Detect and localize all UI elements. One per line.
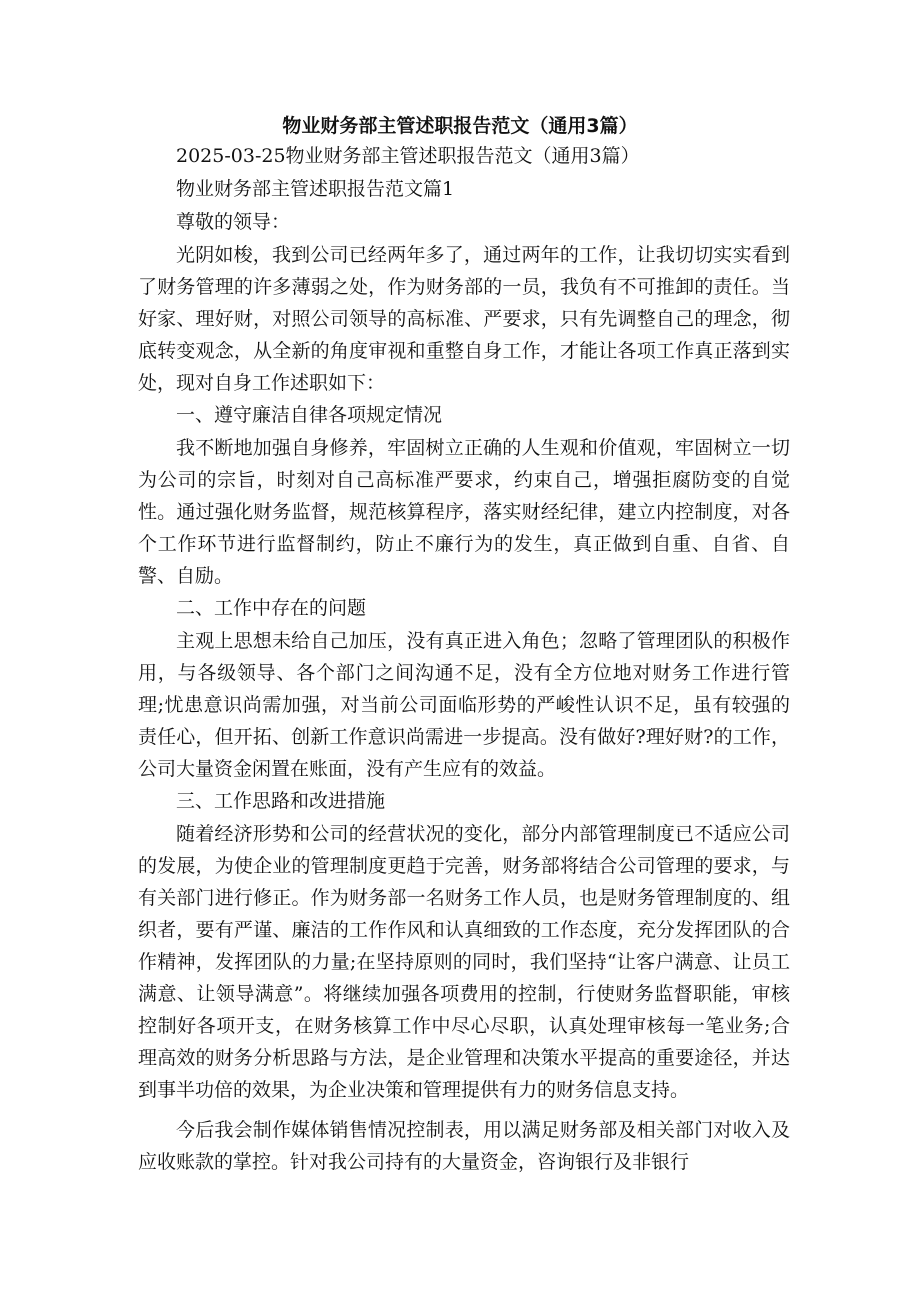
paragraph-intro: 光阴如梭，我到公司已经两年多了，通过两年的工作，让我切切实实看到了财务管理的许多薄弱之处，作为财务部的一员，我负有不可推卸的责任。当好家、理好财，对照公司领导的高标准、严要求，只有先调整自己的理念，彻底转变观念，从全新的角度审视和重整自身工作，才能让各项工作真正落到实处，现对自身工作述职如下：	[138, 244, 790, 394]
paragraph-problems: 主观上思想未给自己加压，没有真正进入角色；忽略了管理团队的积极作用，与各级领导、各个部门之间沟通不足，没有全方位地对财务工作进行管理;忧患意识尚需加强，对当前公司面临形势的严峻性认识不足，虽有较强的责任心，但开拓、创新工作意识尚需进一步提高。没有做好?理好财?的工作，公司大量资金闲置在账面，没有产生应有的效益。	[138, 630, 790, 780]
salutation: 尊敬的领导：	[176, 211, 291, 233]
heading-section-1: 一、遵守廉洁自律各项规定情况	[176, 404, 443, 426]
date-line: 2025-03-25物业财务部主管述职报告范文（通用3篇）	[176, 145, 640, 167]
paragraph-improvements: 随着经济形势和公司的经营状况的变化，部分内部管理制度已不适应公司的发展，为使企业的管理制度更趋于完善，财务部将结合公司管理的要求，与有关部门进行修正。作为财务部一名财务工作人员，也是财务管理制度的、组织者，要有严谨、廉洁的工作作风和认真细致的工作态度，充分发挥团队的合作精神，发挥团队的力量;在坚持原则的同时，我们坚持“让客户满意、让员工满意、让领导满意”。将继续加强各项费用的控制，行使财务监督职能，审核控制好各项开支，在财务核算工作中尽心尽职，认真处理审核每一笔业务;合理高效的财务分析思路与方法，是企业管理和决策水平提高的重要途径，并达到事半功倍的效果，为企业决策和管理提供有力的财务信息支持。	[138, 823, 790, 1101]
document-body	[138, 140, 790, 1178]
section-title: 物业财务部主管述职报告范文篇1	[176, 178, 455, 200]
heading-section-2: 二、工作中存在的问题	[176, 597, 367, 619]
heading-section-3: 三、工作思路和改进措施	[176, 790, 386, 812]
paragraph-integrity: 我不断地加强自身修养，牢固树立正确的人生观和价值观，牢固树立一切为公司的宗旨，时刻对自己高标准严要求，约束自己，增强拒腐防变的自觉性。通过强化财务监督，规范核算程序，落实财经纪律，建立内控制度，对各个工作环节进行监督制约，防止不廉行为的发生，真正做到自重、自省、自警、自励。	[138, 437, 790, 587]
document-title: 物业财务部主管述职报告范文（通用3篇）	[282, 115, 638, 137]
paragraph-future-plans: 今后我会制作媒体销售情况控制表，用以满足财务部及相关部门对收入及应收账款的掌控。针对我公司持有的大量资金，咨询银行及非银行	[138, 1119, 790, 1173]
